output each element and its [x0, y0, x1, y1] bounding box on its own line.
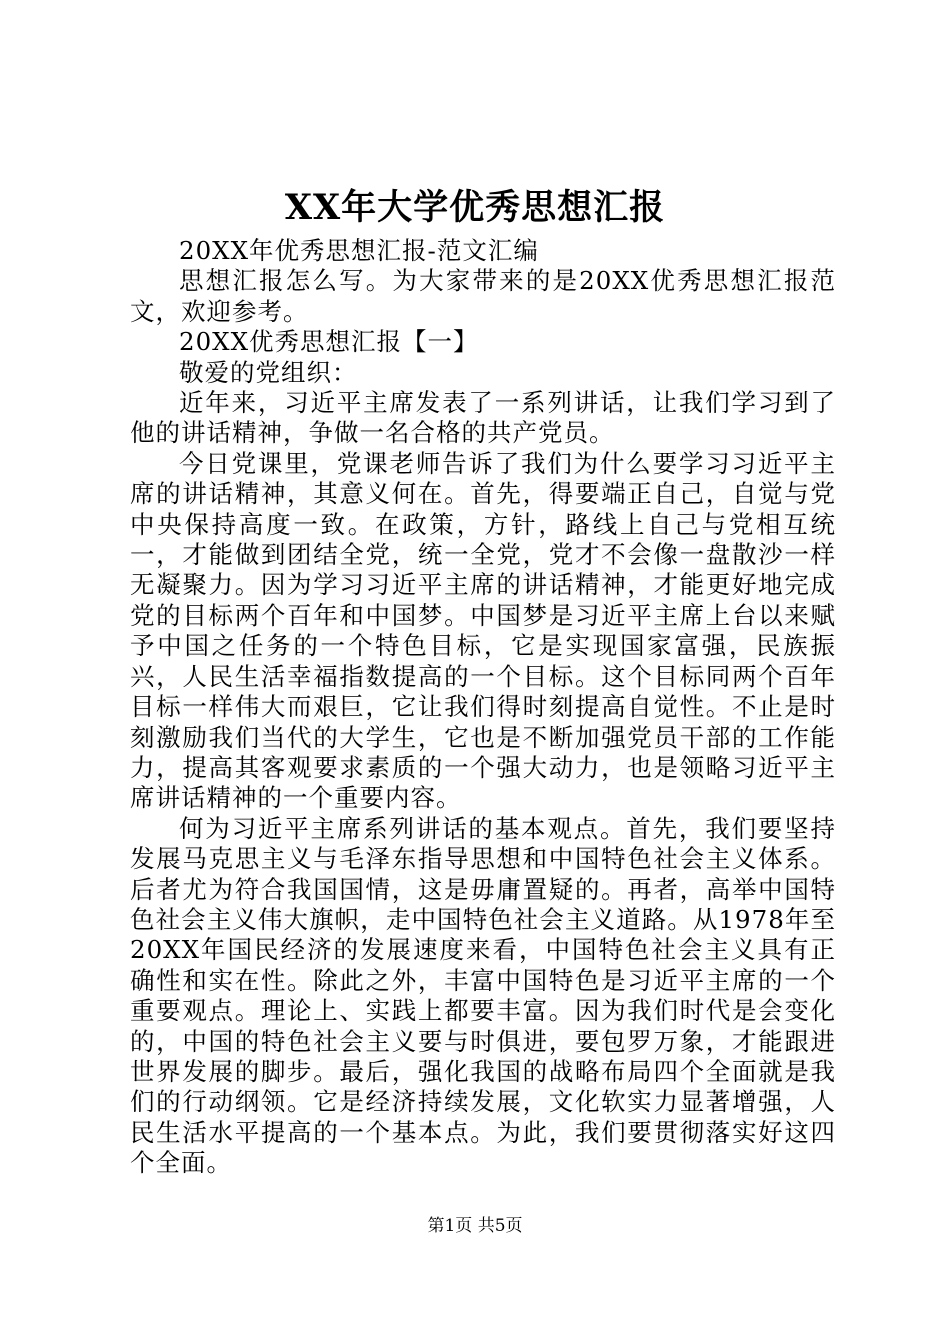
- paragraph-salutation: 敬爱的党组织：: [179, 357, 358, 387]
- paragraph-intro: 思想汇报怎么写。为大家带来的是20XX优秀思想汇报范文，欢迎参考。: [130, 266, 836, 326]
- paragraph-body-1: 近年来，习近平主席发表了一系列讲话，让我们学习到了他的讲话精神，争做一名合格的共产党员。: [130, 388, 836, 448]
- paragraph-subtitle: 20XX年优秀思想汇报-范文汇编: [179, 236, 539, 265]
- document-body: [130, 236, 836, 1179]
- paragraph-body-2: 今日党课里，党课老师告诉了我们为什么要学习习近平主席的讲话精神，其意义何在。首先，得要端正自己，自觉与党中央保持高度一致。在政策，方针，路线上自己与党相互统一，才能做到团结全党，统一全党，党才不会像一盘散沙一样无凝聚力。因为学习习近平主席的讲话精神，才能更好地完成党的目标两个百年和中国梦。中国梦是习近平主席上台以来赋予中国之任务的一个特色目标，它是实现国家富强，民族振兴，人民生活幸福指数提高的一个目标。这个目标同两个百年目标一样伟大而艰巨，它让我们得时刻提高自觉性。不止是时刻激励我们当代的大学生，它也是不断加强党员干部的工作能力，提高其客观要求素质的一个强大动力，也是领略习近平主席讲话精神的一个重要内容。: [130, 448, 836, 813]
- paragraph-body-3: 何为习近平主席系列讲话的基本观点。首先，我们要坚持发展马克思主义与毛泽东指导思想和中国特色社会主义体系。后者尤为符合我国国情，这是毋庸置疑的。再者，高举中国特色社会主义伟大旗帜，走中国特色社会主义道路。从1978年至20XX年国民经济的发展速度来看，中国特色社会主义具有正确性和实在性。除此之外，丰富中国特色是习近平主席的一个重要观点。理论上、实践上都要丰富。因为我们时代是会变化的，中国的特色社会主义要与时俱进，要包罗万象，才能跟进世界发展的脚步。最后，强化我国的战略布局四个全面就是我们的行动纲领。它是经济持续发展，文化软实力显著增强，人民生活水平提高的一个基本点。为此，我们要贯彻落实好这四个全面。: [130, 813, 836, 1178]
- page-footer: 第1页 共5页: [427, 1216, 523, 1236]
- paragraph-section-heading: 20XX优秀思想汇报【一】: [179, 327, 479, 357]
- document-title: XX年大学优秀思想汇报: [284, 187, 666, 228]
